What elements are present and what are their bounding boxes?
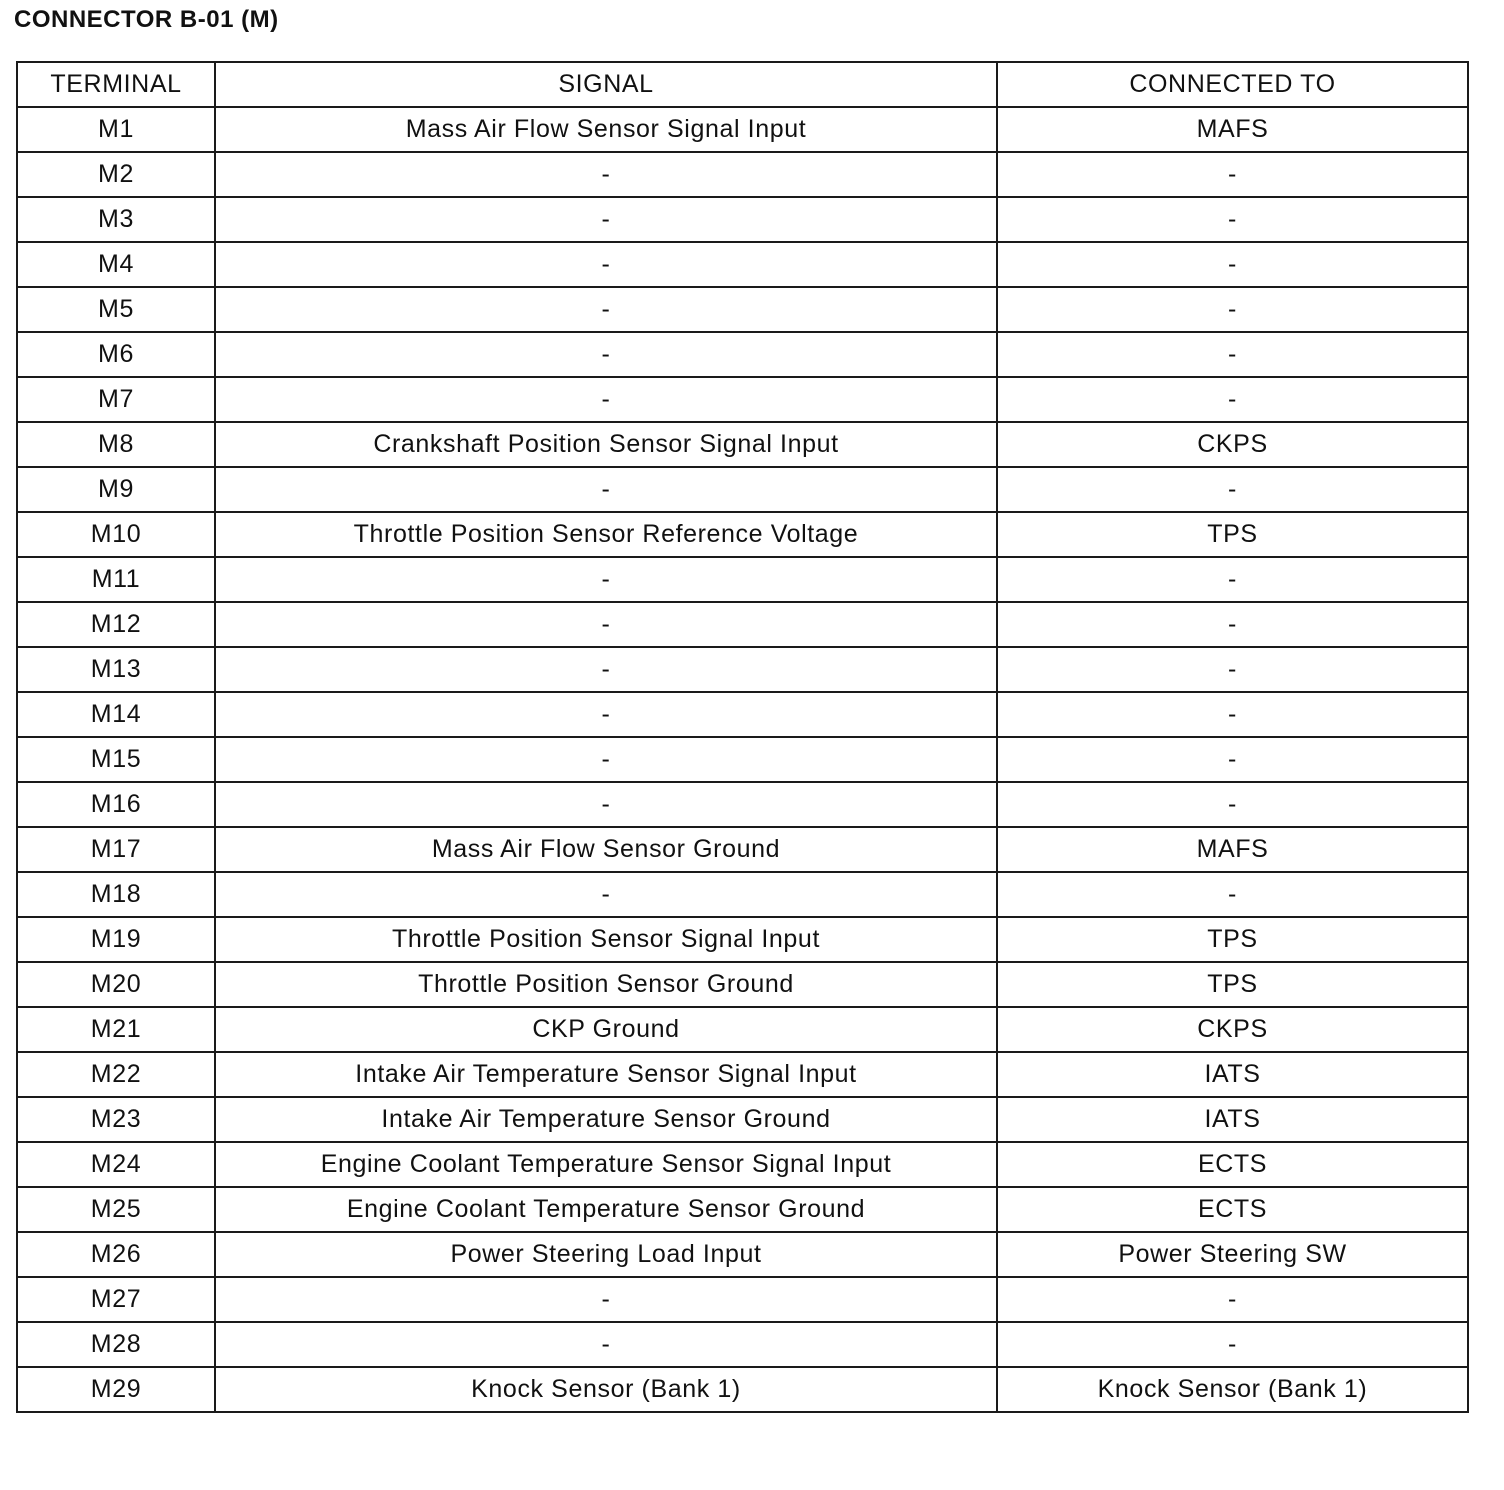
- signal-cell: -: [215, 1322, 997, 1367]
- connected-to-cell: -: [997, 692, 1468, 737]
- signal-cell: Intake Air Temperature Sensor Ground: [215, 1097, 997, 1142]
- connected-to-cell: Power Steering SW: [997, 1232, 1468, 1277]
- connected-to-cell: -: [997, 647, 1468, 692]
- connected-to-cell: -: [997, 1277, 1468, 1322]
- signal-cell: Engine Coolant Temperature Sensor Signal Input: [215, 1142, 997, 1187]
- terminal-cell: M1: [17, 107, 215, 152]
- terminal-cell: M29: [17, 1367, 215, 1412]
- table-row: [17, 197, 1468, 242]
- terminal-cell: M7: [17, 377, 215, 422]
- signal-cell: -: [215, 197, 997, 242]
- connected-to-cell: -: [997, 1322, 1468, 1367]
- table-row: [17, 602, 1468, 647]
- page-title: CONNECTOR B-01 (M): [14, 6, 279, 33]
- signal-cell: Mass Air Flow Sensor Signal Input: [215, 107, 997, 152]
- connected-to-cell: -: [997, 872, 1468, 917]
- connected-to-cell: -: [997, 242, 1468, 287]
- table-row: [17, 467, 1468, 512]
- table-row: [17, 152, 1468, 197]
- terminal-cell: M19: [17, 917, 215, 962]
- terminal-cell: M17: [17, 827, 215, 872]
- table-row: [17, 242, 1468, 287]
- connected-to-cell: -: [997, 377, 1468, 422]
- signal-cell: Throttle Position Sensor Signal Input: [215, 917, 997, 962]
- signal-cell: -: [215, 467, 997, 512]
- connected-to-cell: TPS: [997, 917, 1468, 962]
- table-row: [17, 1142, 1468, 1187]
- header-connected-to: CONNECTED TO: [997, 62, 1468, 107]
- table-row: [17, 287, 1468, 332]
- terminal-cell: M27: [17, 1277, 215, 1322]
- terminal-cell: M15: [17, 737, 215, 782]
- connected-to-cell: CKPS: [997, 422, 1468, 467]
- table-row: [17, 1367, 1468, 1412]
- signal-cell: -: [215, 872, 997, 917]
- table-row: [17, 692, 1468, 737]
- connected-to-cell: IATS: [997, 1052, 1468, 1097]
- connected-to-cell: MAFS: [997, 827, 1468, 872]
- table-row: [17, 962, 1468, 1007]
- signal-cell: -: [215, 152, 997, 197]
- table-row: [17, 1052, 1468, 1097]
- terminal-cell: M9: [17, 467, 215, 512]
- signal-cell: Throttle Position Sensor Ground: [215, 962, 997, 1007]
- signal-cell: -: [215, 692, 997, 737]
- terminal-cell: M23: [17, 1097, 215, 1142]
- terminal-cell: M13: [17, 647, 215, 692]
- connected-to-cell: ECTS: [997, 1187, 1468, 1232]
- signal-cell: Engine Coolant Temperature Sensor Ground: [215, 1187, 997, 1232]
- table-row: [17, 1007, 1468, 1052]
- table-row: [17, 872, 1468, 917]
- header-signal: SIGNAL: [215, 62, 997, 107]
- table-row: [17, 1277, 1468, 1322]
- signal-cell: -: [215, 602, 997, 647]
- connected-to-cell: MAFS: [997, 107, 1468, 152]
- terminal-cell: M20: [17, 962, 215, 1007]
- table-row: [17, 1187, 1468, 1232]
- signal-cell: -: [215, 647, 997, 692]
- connected-to-cell: CKPS: [997, 1007, 1468, 1052]
- terminal-cell: M8: [17, 422, 215, 467]
- connected-to-cell: IATS: [997, 1097, 1468, 1142]
- signal-cell: Intake Air Temperature Sensor Signal Input: [215, 1052, 997, 1097]
- connected-to-cell: -: [997, 602, 1468, 647]
- header-terminal: TERMINAL: [17, 62, 215, 107]
- terminal-cell: M5: [17, 287, 215, 332]
- table-row: [17, 422, 1468, 467]
- table-header-row: [17, 62, 1468, 107]
- table-row: [17, 332, 1468, 377]
- terminal-cell: M14: [17, 692, 215, 737]
- signal-cell: -: [215, 782, 997, 827]
- terminal-cell: M12: [17, 602, 215, 647]
- signal-cell: -: [215, 737, 997, 782]
- terminal-cell: M28: [17, 1322, 215, 1367]
- signal-cell: -: [215, 1277, 997, 1322]
- signal-cell: Crankshaft Position Sensor Signal Input: [215, 422, 997, 467]
- connector-pinout-table: [16, 61, 1469, 1413]
- connected-to-cell: -: [997, 467, 1468, 512]
- terminal-cell: M10: [17, 512, 215, 557]
- signal-cell: -: [215, 377, 997, 422]
- terminal-cell: M6: [17, 332, 215, 377]
- connected-to-cell: -: [997, 152, 1468, 197]
- signal-cell: -: [215, 557, 997, 602]
- connected-to-cell: ECTS: [997, 1142, 1468, 1187]
- table-row: [17, 557, 1468, 602]
- connected-to-cell: -: [997, 287, 1468, 332]
- table-row: [17, 647, 1468, 692]
- table-row: [17, 1232, 1468, 1277]
- table-row: [17, 512, 1468, 557]
- table-body: [17, 107, 1468, 1412]
- terminal-cell: M3: [17, 197, 215, 242]
- connected-to-cell: TPS: [997, 512, 1468, 557]
- signal-cell: Power Steering Load Input: [215, 1232, 997, 1277]
- terminal-cell: M4: [17, 242, 215, 287]
- signal-cell: -: [215, 332, 997, 377]
- terminal-cell: M24: [17, 1142, 215, 1187]
- connected-to-cell: -: [997, 557, 1468, 602]
- connected-to-cell: -: [997, 332, 1468, 377]
- terminal-cell: M18: [17, 872, 215, 917]
- terminal-cell: M2: [17, 152, 215, 197]
- connected-to-cell: Knock Sensor (Bank 1): [997, 1367, 1468, 1412]
- table-row: [17, 782, 1468, 827]
- terminal-cell: M26: [17, 1232, 215, 1277]
- table-row: [17, 737, 1468, 782]
- signal-cell: -: [215, 242, 997, 287]
- table-row: [17, 377, 1468, 422]
- signal-cell: Mass Air Flow Sensor Ground: [215, 827, 997, 872]
- signal-cell: -: [215, 287, 997, 332]
- connected-to-cell: -: [997, 197, 1468, 242]
- terminal-cell: M11: [17, 557, 215, 602]
- signal-cell: Knock Sensor (Bank 1): [215, 1367, 997, 1412]
- terminal-cell: M16: [17, 782, 215, 827]
- terminal-cell: M25: [17, 1187, 215, 1232]
- connected-to-cell: -: [997, 737, 1468, 782]
- terminal-cell: M21: [17, 1007, 215, 1052]
- signal-cell: Throttle Position Sensor Reference Voltage: [215, 512, 997, 557]
- table-row: [17, 917, 1468, 962]
- connected-to-cell: TPS: [997, 962, 1468, 1007]
- table-row: [17, 827, 1468, 872]
- table-row: [17, 107, 1468, 152]
- signal-cell: CKP Ground: [215, 1007, 997, 1052]
- connected-to-cell: -: [997, 782, 1468, 827]
- table-row: [17, 1322, 1468, 1367]
- terminal-cell: M22: [17, 1052, 215, 1097]
- table-row: [17, 1097, 1468, 1142]
